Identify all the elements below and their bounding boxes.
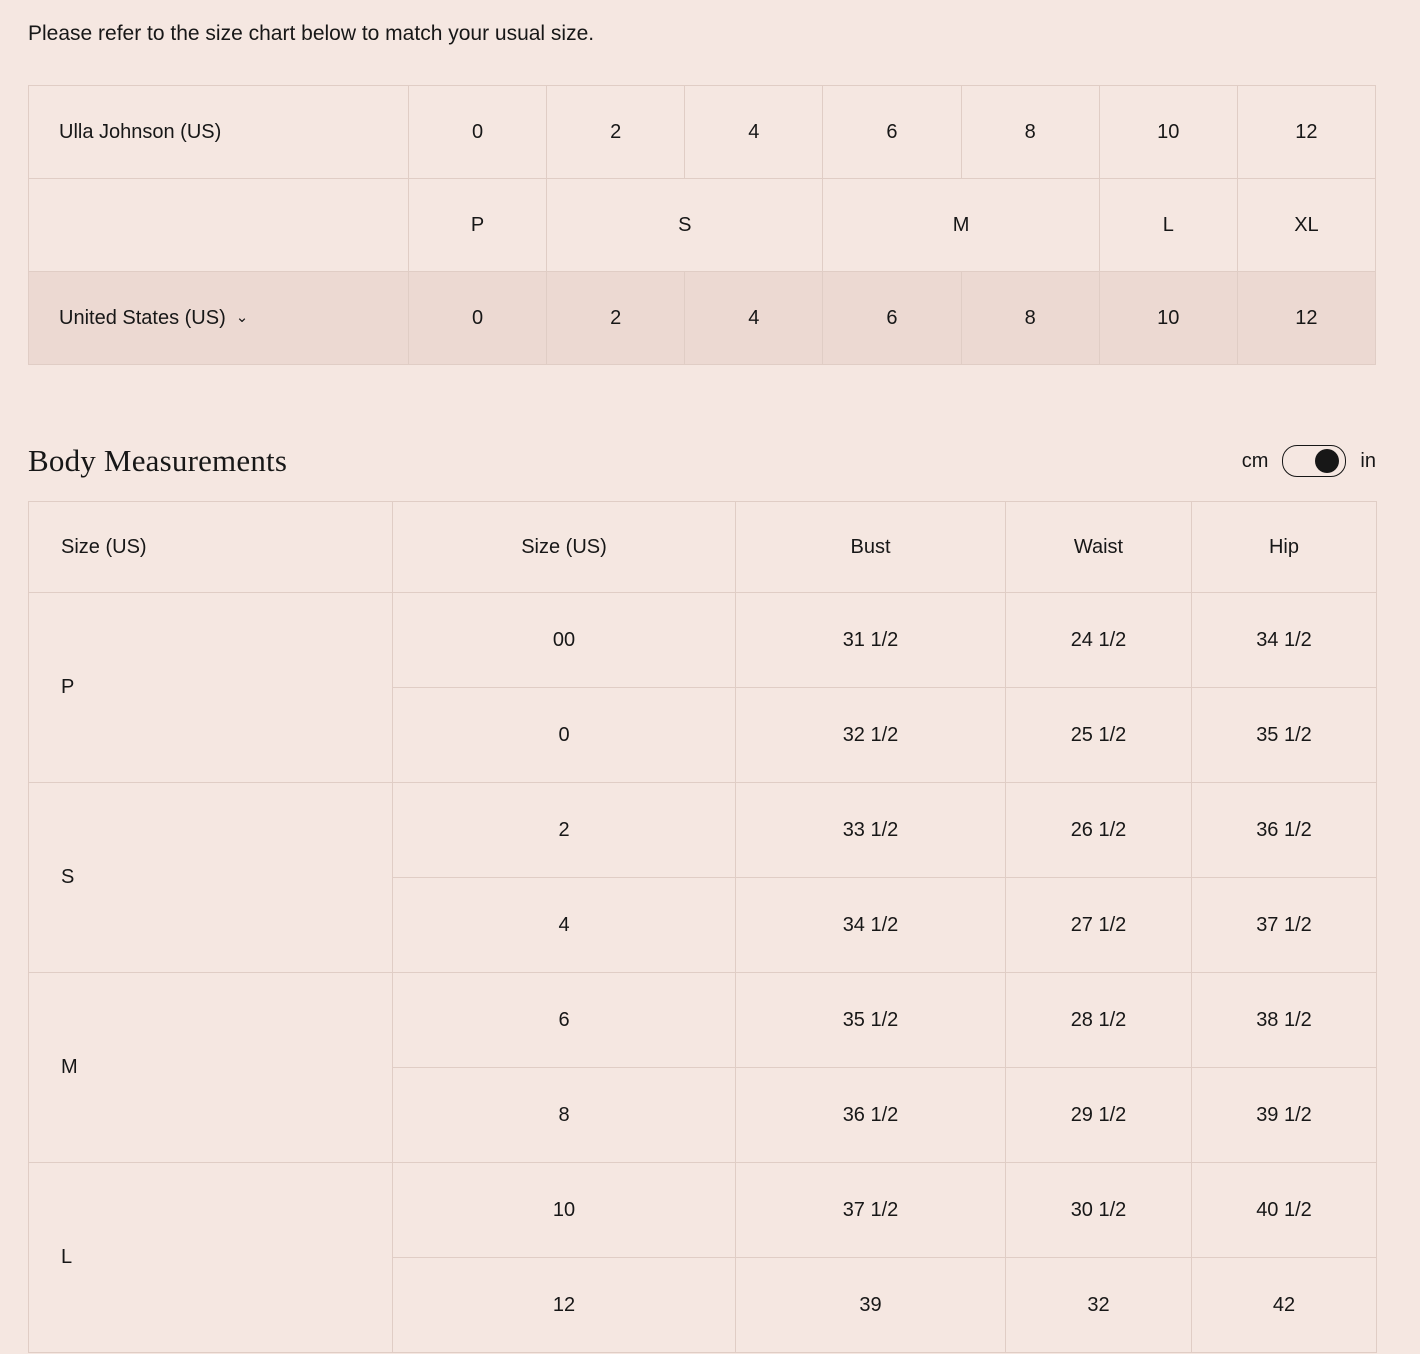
measurements-cell-bust: 33 1/2 — [736, 783, 1006, 878]
measurements-cell-waist: 24 1/2 — [1006, 593, 1192, 688]
conversion-cell: 12 — [1237, 86, 1375, 179]
body-measurements-table — [28, 501, 1377, 1353]
body-measurements-title: Body Measurements — [28, 443, 288, 479]
measurements-group-label: S — [29, 783, 393, 973]
unit-label-cm: cm — [1241, 449, 1269, 472]
conversion-cell: 12 — [1237, 272, 1375, 365]
measurements-cell-size: 4 — [393, 878, 736, 973]
conversion-row — [29, 86, 1376, 179]
conversion-cell: 2 — [547, 86, 685, 179]
measurements-cell-size: 0 — [393, 688, 736, 783]
measurements-cell-hip: 40 1/2 — [1192, 1163, 1377, 1258]
conversion-cell: M — [823, 179, 1099, 272]
measurements-cell-hip: 39 1/2 — [1192, 1068, 1377, 1163]
measurements-cell-hip: 35 1/2 — [1192, 688, 1377, 783]
measurements-cell-hip: 37 1/2 — [1192, 878, 1377, 973]
conversion-row-label — [29, 86, 409, 179]
conversion-cell: 0 — [409, 272, 547, 365]
measurements-cell-hip: 34 1/2 — [1192, 593, 1377, 688]
conversion-cell: 4 — [685, 272, 823, 365]
measurements-group-label: M — [29, 973, 393, 1163]
measurements-cell-waist: 27 1/2 — [1006, 878, 1192, 973]
unit-switch[interactable] — [1282, 445, 1346, 477]
conversion-cell: XL — [1237, 179, 1375, 272]
measurements-header-cell: Waist — [1006, 502, 1192, 593]
measurements-cell-size: 10 — [393, 1163, 736, 1258]
conversion-cell: 0 — [409, 86, 547, 179]
conversion-cell: P — [409, 179, 547, 272]
measurements-cell-size: 6 — [393, 973, 736, 1068]
measurements-header-cell: Hip — [1192, 502, 1377, 593]
conversion-cell: 4 — [685, 86, 823, 179]
measurements-cell-waist: 30 1/2 — [1006, 1163, 1192, 1258]
body-measurements-table-wrapper — [28, 501, 1376, 1353]
measurements-group-label: P — [29, 593, 393, 783]
conversion-row-label[interactable] — [29, 272, 409, 365]
measurements-cell-hip: 42 — [1192, 1258, 1377, 1353]
measurements-cell-size: 2 — [393, 783, 736, 878]
conversion-row — [29, 179, 1376, 272]
conversion-cell: 10 — [1099, 86, 1237, 179]
conversion-row-label-text: Ulla Johnson (US) — [59, 120, 222, 143]
body-measurements-header — [28, 443, 1376, 479]
conversion-cell: S — [547, 179, 823, 272]
conversion-cell: 8 — [961, 272, 1099, 365]
measurements-row — [29, 783, 1377, 878]
measurements-cell-waist: 26 1/2 — [1006, 783, 1192, 878]
measurements-cell-bust: 37 1/2 — [736, 1163, 1006, 1258]
chevron-down-icon[interactable]: ⌄ — [235, 308, 249, 326]
measurements-header-cell: Size (US) — [393, 502, 736, 593]
conversion-cell: 6 — [823, 86, 961, 179]
unit-toggle[interactable] — [1242, 445, 1376, 477]
measurements-cell-bust: 36 1/2 — [736, 1068, 1006, 1163]
body-measurements-tbody — [29, 593, 1377, 1353]
conversion-cell: L — [1099, 179, 1237, 272]
measurements-cell-size: 00 — [393, 593, 736, 688]
size-conversion-body — [29, 86, 1376, 365]
measurements-cell-bust: 34 1/2 — [736, 878, 1006, 973]
measurements-group-label: L — [29, 1163, 393, 1353]
measurements-row — [29, 973, 1377, 1068]
conversion-cell: 10 — [1099, 272, 1237, 365]
conversion-row-label — [29, 179, 409, 272]
measurements-row — [29, 593, 1377, 688]
intro-text: Please refer to the size chart below to match your usual size. — [28, 22, 595, 45]
measurements-header-row — [29, 502, 1377, 593]
measurements-cell-bust: 39 — [736, 1258, 1006, 1353]
measurements-cell-bust: 31 1/2 — [736, 593, 1006, 688]
measurements-cell-hip: 36 1/2 — [1192, 783, 1377, 878]
unit-switch-knob — [1315, 449, 1339, 473]
body-measurements-thead — [29, 502, 1377, 593]
measurements-cell-hip: 38 1/2 — [1192, 973, 1377, 1068]
measurements-cell-bust: 35 1/2 — [736, 973, 1006, 1068]
conversion-row-label-text: United States (US) — [59, 306, 226, 329]
measurements-cell-waist: 28 1/2 — [1006, 973, 1192, 1068]
conversion-cell: 8 — [961, 86, 1099, 179]
conversion-cell: 6 — [823, 272, 961, 365]
measurements-header-cell: Bust — [736, 502, 1006, 593]
measurements-cell-size: 8 — [393, 1068, 736, 1163]
size-conversion-table-wrapper — [28, 85, 1376, 365]
conversion-cell: 2 — [547, 272, 685, 365]
measurements-cell-waist: 32 — [1006, 1258, 1192, 1353]
measurements-header-cell: Size (US) — [29, 502, 393, 593]
measurements-cell-waist: 29 1/2 — [1006, 1068, 1192, 1163]
measurements-cell-waist: 25 1/2 — [1006, 688, 1192, 783]
measurements-row — [29, 1163, 1377, 1258]
conversion-row — [29, 272, 1376, 365]
size-conversion-table — [28, 85, 1376, 365]
measurements-cell-size: 12 — [393, 1258, 736, 1353]
measurements-cell-bust: 32 1/2 — [736, 688, 1006, 783]
unit-label-in: in — [1360, 449, 1376, 472]
